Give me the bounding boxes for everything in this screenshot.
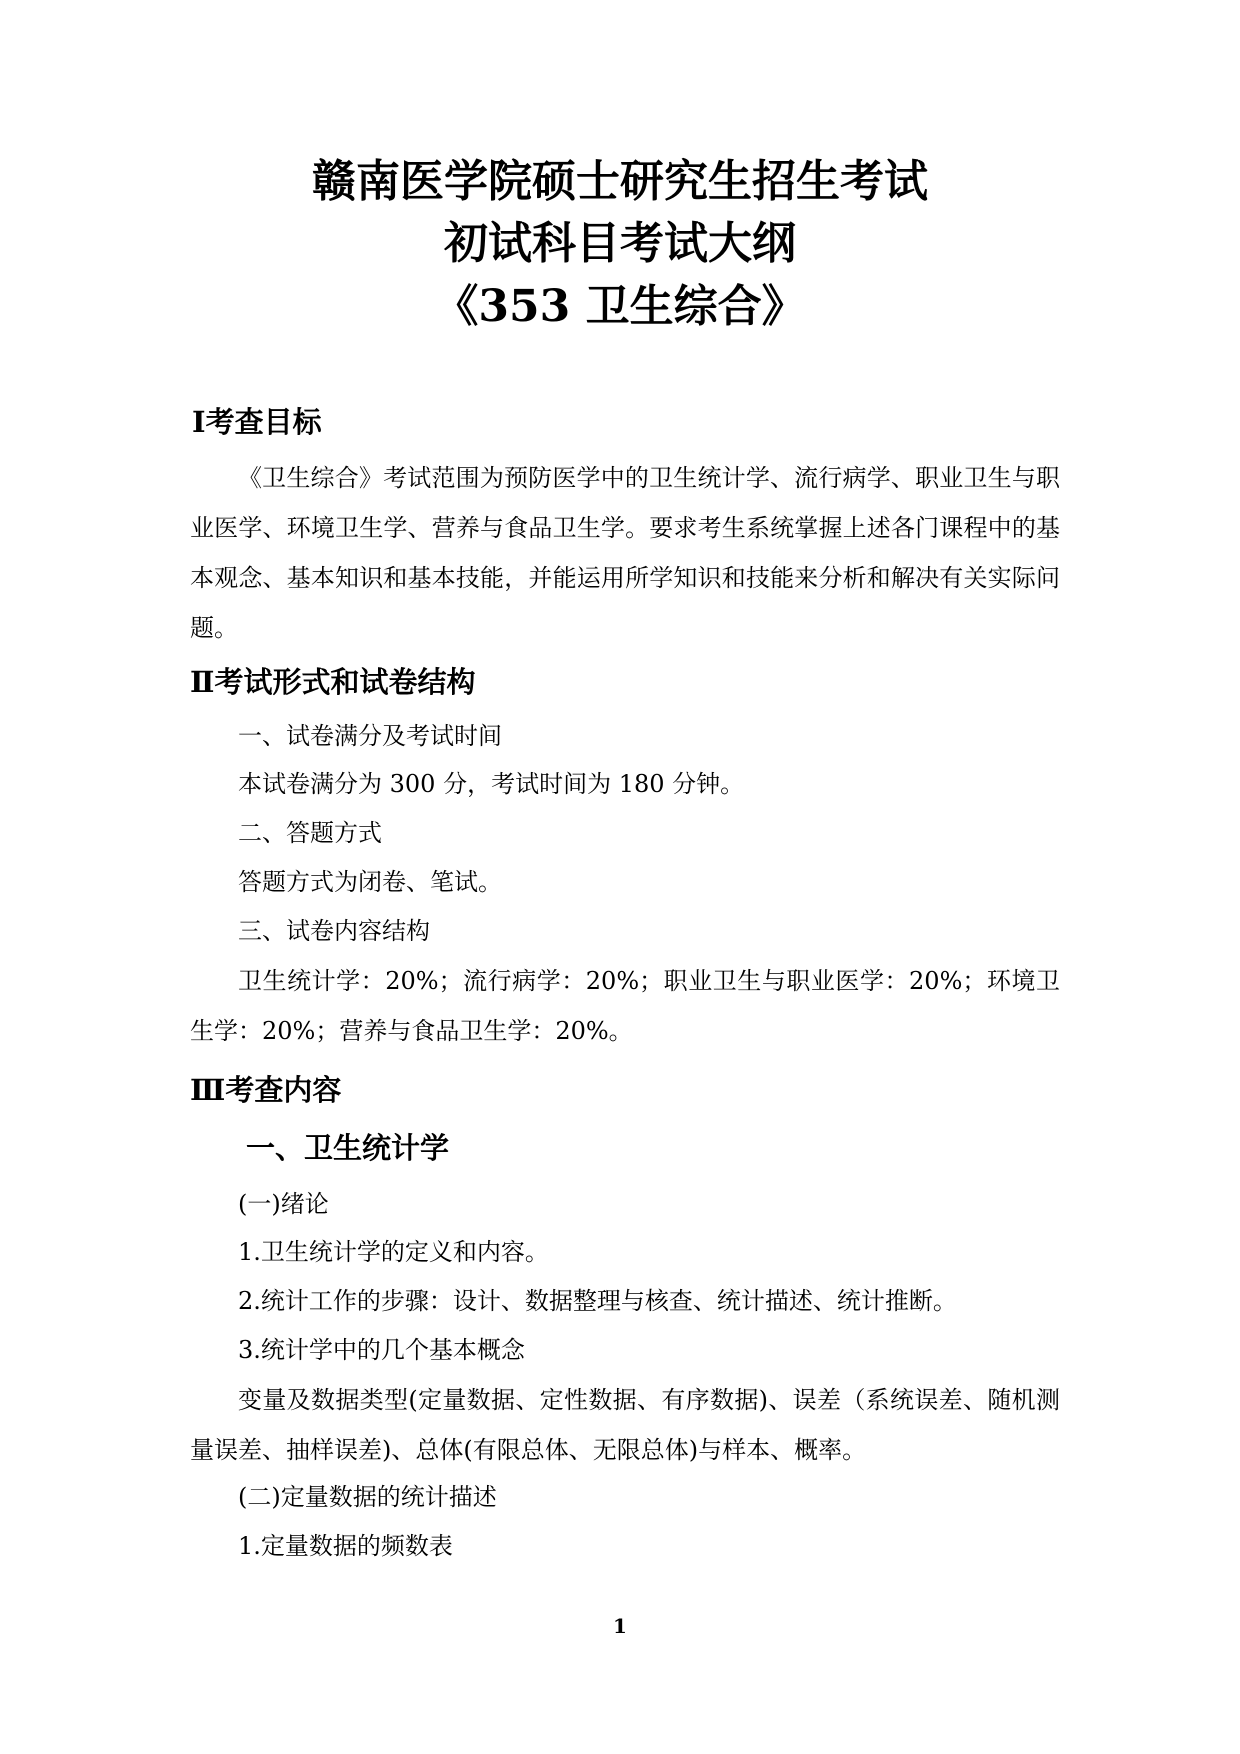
exam-format-item-2-text: 答题方式为闭卷、笔试。 (238, 868, 502, 896)
exam-format-item-3-title: 三、试卷内容结构 (238, 917, 430, 945)
document-title-line-1: 赣南医学院硕士研究生招生考试 (312, 156, 928, 207)
section-heading-content: Ⅲ考查内容 (190, 1073, 342, 1107)
section-heading-objectives: Ⅰ考查目标 (192, 405, 322, 439)
exam-format-item-3-text: 卫生统计学：20%；流行病学：20%；职业卫生与职业医学：20%；环境卫生学：20%；营养与食品卫生学：20%。 (190, 967, 1060, 1045)
exam-format-item-1-title: 一、试卷满分及考试时间 (238, 722, 502, 750)
content-part-1-item-3-text: 变量及数据类型(定量数据、定性数据、有序数据)、误差（系统误差、随机测量误差、抽样误差)、总体(有限总体、无限总体)与样本、概率。 (190, 1386, 1060, 1464)
section-heading-exam-format: Ⅱ考试形式和试卷结构 (190, 665, 476, 699)
content-part-1-item-1: 1.卫生统计学的定义和内容。 (238, 1238, 549, 1266)
page-number: 1 (613, 1614, 627, 1638)
content-part-1-item-3: 3.统计学中的几个基本概念 (238, 1336, 525, 1364)
exam-format-item-1-text: 本试卷满分为 300 分，考试时间为 180 分钟。 (238, 770, 745, 798)
content-part-2-item-1: 1.定量数据的频数表 (238, 1532, 453, 1560)
subsection-heading-health-statistics: 一、卫生统计学 (246, 1131, 450, 1165)
content-part-1-title: (一)绪论 (238, 1190, 329, 1218)
objectives-paragraph: 《卫生综合》考试范围为预防医学中的卫生统计学、流行病学、职业卫生与职业医学、环境卫生学、营养与食品卫生学。要求考生系统掌握上述各门课程中的基本观念、基本知识和基本技能，并能运用所学知识和技能来分析和解决有关实际问题。 (190, 464, 1060, 642)
content-part-2-title: (二)定量数据的统计描述 (238, 1483, 497, 1511)
content-part-1-item-2: 2.统计工作的步骤：设计、数据整理与核查、统计描述、统计推断。 (238, 1287, 957, 1315)
document-title-line-3: 《353 卫生综合》 (434, 281, 806, 332)
document-title-line-2: 初试科目考试大纲 (444, 218, 796, 269)
exam-format-item-2-title: 二、答题方式 (238, 819, 382, 847)
